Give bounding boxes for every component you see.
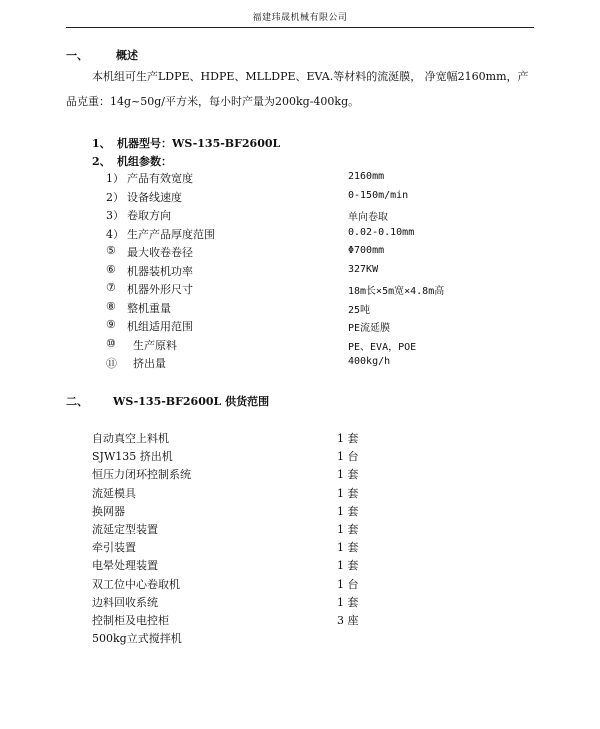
- model-number: 1、: [92, 137, 111, 150]
- header-divider: [66, 27, 534, 28]
- param-value: PE、EVA，POE: [348, 341, 417, 353]
- param-label: 机组适用范围: [127, 320, 193, 333]
- supply-quantity: 1 套: [337, 523, 359, 536]
- param-number: 2）: [106, 190, 124, 204]
- supply-item: 流延模具: [92, 486, 136, 500]
- supply-quantity: 1 套: [337, 504, 359, 518]
- section2-title: WS-135-BF2600L 供货范围: [113, 395, 270, 408]
- section2-number: 二、: [66, 395, 88, 408]
- param-number: ⑥: [106, 262, 116, 276]
- supply-item: 控制柜及电控柜: [92, 614, 169, 627]
- param-number: ⑩: [106, 336, 116, 350]
- param-label: 整机重量: [127, 301, 171, 315]
- param-label: 卷取方向: [127, 209, 171, 222]
- supply-item: 流延定型装置: [92, 523, 158, 536]
- supply-item: 自动真空上料机: [92, 432, 169, 445]
- supply-item: 电晕处理装置: [92, 559, 158, 573]
- param-number: ⑤: [106, 244, 116, 257]
- param-label: 产品有效宽度: [127, 172, 193, 185]
- supply-quantity: 1 套: [337, 486, 359, 500]
- section1-title: 概述: [116, 49, 138, 62]
- param-label: 最大收卷卷径: [127, 246, 193, 259]
- params-number: 2、: [92, 155, 111, 168]
- supply-quantity: 3 座: [337, 614, 359, 627]
- param-number: 1）: [106, 172, 124, 185]
- param-label: 生产产品厚度范围: [127, 227, 215, 241]
- param-label: 生产原料: [133, 338, 177, 352]
- supply-item: 牵引装置: [92, 541, 136, 555]
- param-value: 0-150m/min: [348, 189, 409, 201]
- supply-item: 边料回收系统: [92, 595, 158, 609]
- supply-item: 双工位中心卷取机: [92, 577, 180, 591]
- param-number: ⑨: [106, 318, 116, 331]
- supply-quantity: 1 套: [337, 559, 359, 573]
- param-number: ⑪: [106, 357, 117, 370]
- param-number: ⑧: [106, 299, 116, 313]
- param-label: 挤出量: [133, 357, 166, 370]
- param-label: 机器外形尺寸: [127, 283, 193, 296]
- param-label: 机器装机功率: [127, 264, 193, 278]
- supply-quantity: 1 套: [337, 432, 359, 445]
- param-value: 单向卷取: [348, 212, 388, 223]
- param-value: 327KW: [348, 263, 379, 275]
- supply-item: 换网器: [92, 504, 125, 518]
- param-value: 18m长×5m宽×4.8m高: [348, 286, 445, 297]
- param-value: Φ700mm: [348, 245, 385, 256]
- param-number: 4）: [106, 227, 124, 241]
- company-name: 福建玮晟机械有限公司: [252, 13, 348, 23]
- section1-number: 一、: [66, 49, 88, 62]
- param-number: 3）: [106, 209, 124, 222]
- intro-line-1: 本机组可生产LDPE、HDPE、MLLDPE、EVA.等材料的流涎膜， 净宽幅2160mm，产: [92, 70, 529, 83]
- params-title: 机组参数：: [117, 155, 172, 168]
- intro-line-2: 品克重：14g~50g/平方米，每小时产量为200kg-400kg。: [66, 95, 360, 108]
- param-number: ⑦: [106, 281, 116, 294]
- supply-quantity: 1 套: [337, 595, 359, 609]
- supply-quantity: 1 套: [337, 541, 359, 555]
- param-value: 400kg/h: [348, 356, 391, 367]
- model-label: 机器型号：WS-135-BF2600L: [117, 137, 281, 150]
- supply-quantity: 1 台: [337, 577, 359, 591]
- param-value: 25吨: [348, 304, 371, 316]
- supply-item: 500kg立式搅拌机: [92, 632, 182, 646]
- supply-item: 恒压力闭环控制系统: [92, 468, 191, 482]
- param-value: 0.02-0.10mm: [348, 226, 415, 238]
- param-label: 设备线速度: [127, 190, 182, 204]
- param-value: 2160mm: [348, 171, 385, 182]
- supply-quantity: 1 台: [337, 450, 359, 464]
- param-value: PE流延膜: [348, 323, 391, 334]
- supply-item: SJW135 挤出机: [92, 450, 173, 464]
- supply-quantity: 1 套: [337, 468, 359, 482]
